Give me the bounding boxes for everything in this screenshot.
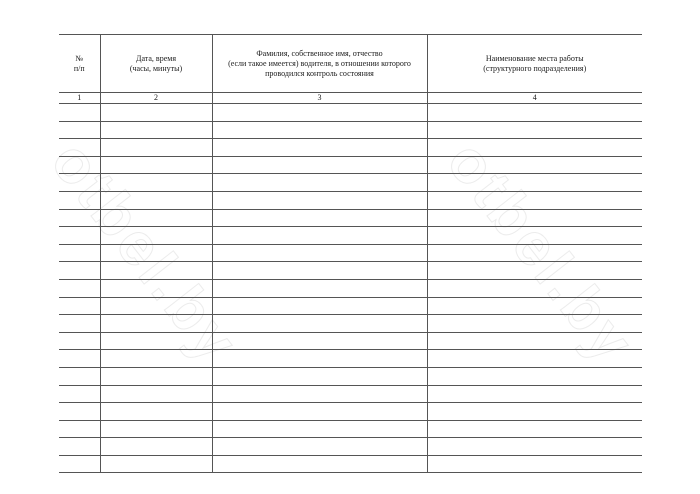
table-cell [212, 209, 427, 227]
table-cell [427, 297, 642, 315]
table-cell [427, 455, 642, 473]
column-number-1: 1 [59, 93, 100, 104]
table-cell [427, 191, 642, 209]
table-cell [100, 156, 212, 174]
table-cell [212, 227, 427, 245]
table-cell [59, 403, 100, 421]
control-journal-table [59, 34, 642, 473]
table-row [59, 350, 642, 368]
table-cell [212, 156, 427, 174]
table-row [59, 262, 642, 280]
header-driver-name-line-3: проводился контроль состояния [265, 68, 374, 78]
watermark-right: otbel.by [434, 128, 649, 377]
header-driver-name-line-1: Фамилия, собственное имя, отчество [256, 48, 383, 58]
table-row [59, 156, 642, 174]
table-row [59, 297, 642, 315]
table-row [59, 403, 642, 421]
header-datetime-line-2: (часы, минуты) [129, 63, 183, 73]
table-cell [212, 279, 427, 297]
table-row [59, 279, 642, 297]
header-datetime [100, 35, 212, 93]
table-cell [59, 297, 100, 315]
table-cell [427, 403, 642, 421]
table-cell [100, 209, 212, 227]
table-cell [100, 104, 212, 122]
column-number-3: 3 [212, 93, 427, 104]
header-number-line-1: № [75, 53, 84, 63]
table-cell [59, 438, 100, 456]
table-cell [427, 156, 642, 174]
table-cell [212, 174, 427, 192]
table-cell [427, 174, 642, 192]
table-cell [100, 139, 212, 157]
column-number-2: 2 [100, 93, 212, 104]
table-cell [59, 156, 100, 174]
table-cell [59, 174, 100, 192]
table-cell [427, 279, 642, 297]
column-number-row [59, 93, 642, 104]
header-driver-name-line-2: (если такое имеется) водителя, в отношении которого [228, 58, 411, 68]
table-cell [100, 174, 212, 192]
table-cell [212, 244, 427, 262]
table-cell [427, 209, 642, 227]
table-cell [59, 420, 100, 438]
table-cell [59, 121, 100, 139]
table-cell [59, 139, 100, 157]
header-driver-name [212, 35, 427, 93]
table-row [59, 227, 642, 245]
header-workplace-line-2: (структурного подразделения) [483, 63, 587, 73]
table-cell [212, 139, 427, 157]
table-row [59, 121, 642, 139]
table-row [59, 139, 642, 157]
table-cell [59, 227, 100, 245]
table-cell [100, 279, 212, 297]
table-cell [59, 244, 100, 262]
watermark-left: otbel.by [38, 128, 253, 377]
table-cell [100, 227, 212, 245]
header-number-line-2: п/п [73, 63, 85, 73]
table-cell [100, 455, 212, 473]
table-cell [100, 403, 212, 421]
table-cell [100, 332, 212, 350]
table-cell [427, 227, 642, 245]
table-cell [100, 297, 212, 315]
table-cell [212, 367, 427, 385]
table-row [59, 209, 642, 227]
table-cell [59, 455, 100, 473]
table-row [59, 315, 642, 333]
table-cell [59, 315, 100, 333]
table-row [59, 385, 642, 403]
table-row [59, 367, 642, 385]
table-header-row [59, 35, 642, 93]
table-cell [427, 350, 642, 368]
table-cell [427, 438, 642, 456]
table-cell [59, 279, 100, 297]
table-row [59, 332, 642, 350]
header-workplace-line-1: Наименование места работы [485, 53, 584, 63]
table-row [59, 438, 642, 456]
table-row [59, 455, 642, 473]
table-cell [212, 350, 427, 368]
table-cell [427, 121, 642, 139]
table-cell [59, 332, 100, 350]
table-cell [59, 385, 100, 403]
table-cell [427, 315, 642, 333]
table-row [59, 191, 642, 209]
table-row [59, 420, 642, 438]
table-cell [212, 332, 427, 350]
table-row [59, 174, 642, 192]
table-cell [212, 191, 427, 209]
table-cell [427, 104, 642, 122]
blank-rows [59, 104, 642, 473]
table-cell [212, 297, 427, 315]
table-row [59, 104, 642, 122]
table-cell [212, 403, 427, 421]
table-cell [59, 209, 100, 227]
table-cell [427, 367, 642, 385]
table-cell [59, 262, 100, 280]
table-cell [100, 121, 212, 139]
table-cell [212, 104, 427, 122]
table-cell [212, 121, 427, 139]
table-cell [427, 332, 642, 350]
table-cell [100, 385, 212, 403]
table-cell [212, 315, 427, 333]
table-cell [100, 350, 212, 368]
table-row [59, 244, 642, 262]
table-cell [100, 438, 212, 456]
column-number-4: 4 [427, 93, 642, 104]
header-datetime-line-1: Дата, время [135, 53, 176, 63]
table-cell [100, 420, 212, 438]
table-cell [427, 262, 642, 280]
table-cell [59, 367, 100, 385]
table-cell [59, 350, 100, 368]
table-cell [212, 455, 427, 473]
table-cell [100, 244, 212, 262]
table-cell [427, 420, 642, 438]
table-cell [100, 191, 212, 209]
table-cell [212, 438, 427, 456]
table-cell [100, 262, 212, 280]
table-cell [212, 420, 427, 438]
table-cell [427, 139, 642, 157]
table-cell [212, 385, 427, 403]
table-cell [59, 104, 100, 122]
table-cell [100, 367, 212, 385]
header-number [59, 35, 100, 93]
table-cell [212, 262, 427, 280]
table-cell [59, 191, 100, 209]
header-workplace [427, 35, 642, 93]
table-cell [427, 244, 642, 262]
table-cell [100, 315, 212, 333]
table-cell [427, 385, 642, 403]
